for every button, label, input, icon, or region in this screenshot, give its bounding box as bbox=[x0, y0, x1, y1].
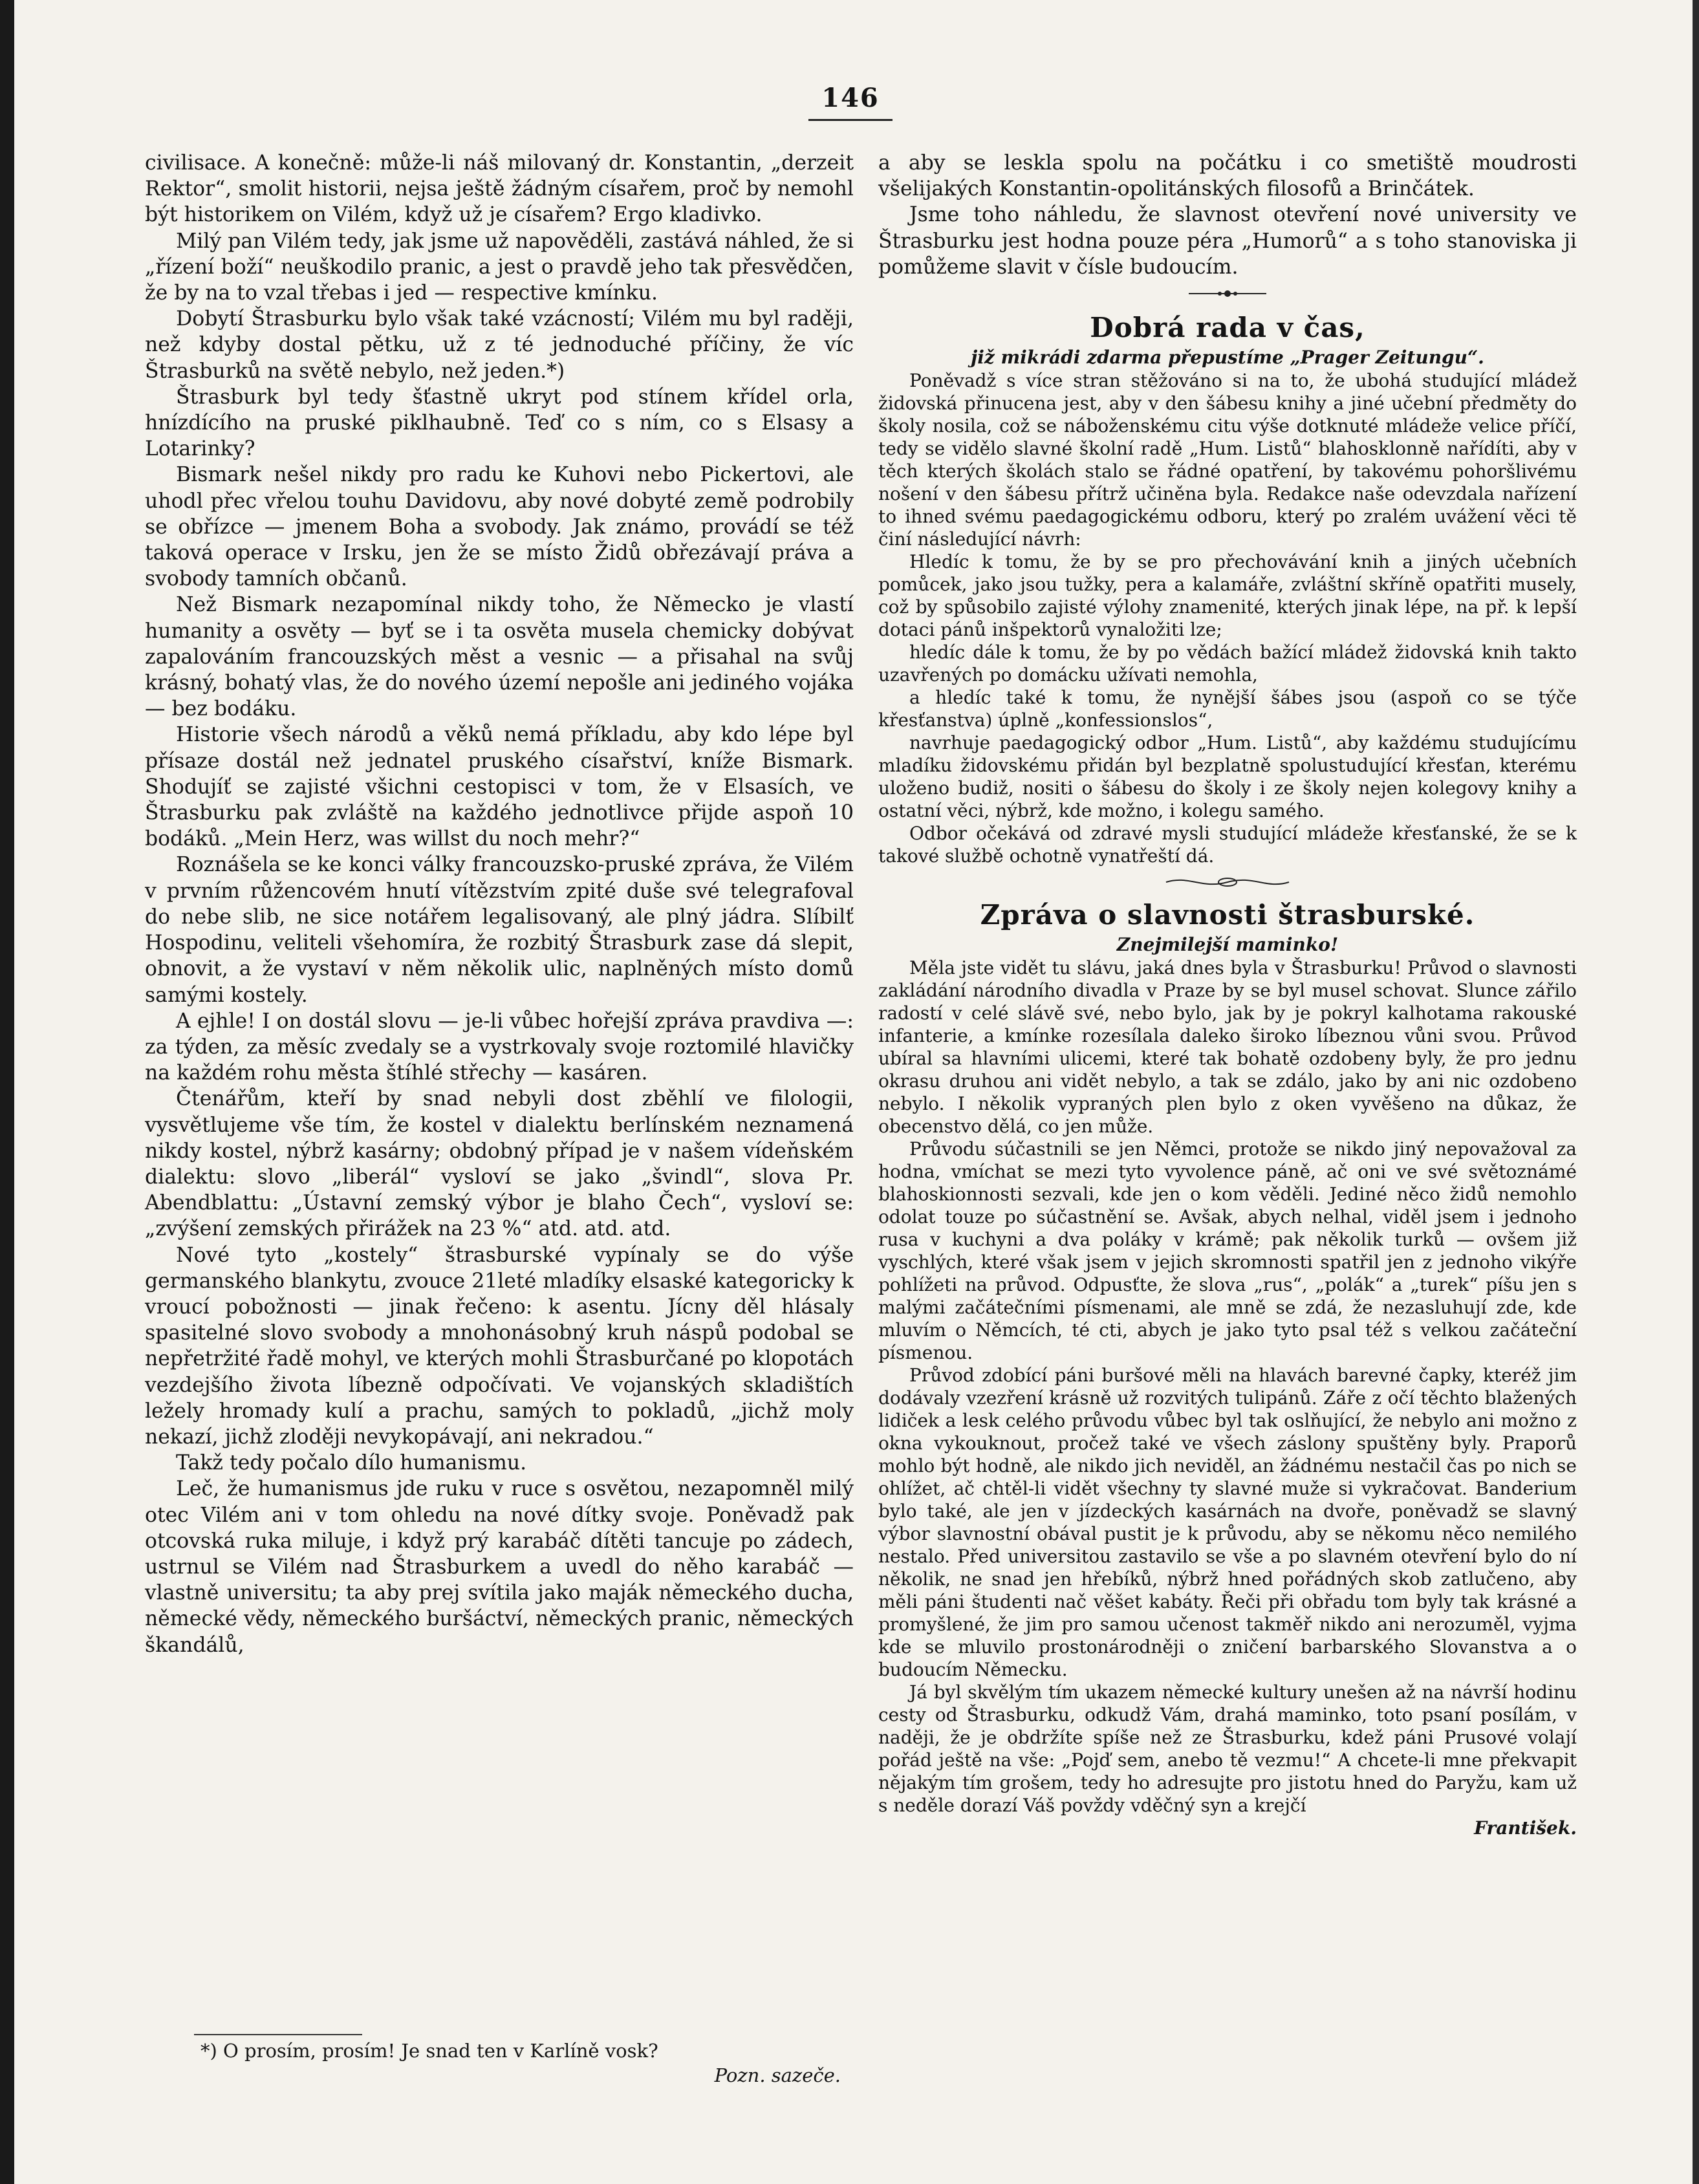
paragraph: Roznášela se ke konci války francouzsko-pruské zpráva, že Vilém v prvním růžencovém hnutí vítězstvím zpité duše své telegrafoval do nebe slib, ne sice notářem legalisovaný, ale plný jádra. Slíbilť Hospodinu, veliteli všehomíra, že rozbitý Štrasburk zase dá slepit, obnovit, a že vystaví v něm několik ulic, naplněných místo domů samými kostely. bbox=[145, 853, 854, 1007]
flourish-ornament-icon bbox=[1163, 874, 1292, 891]
right-intro bbox=[878, 150, 1577, 280]
article1-title: Dobrá rada v čas, bbox=[1090, 312, 1365, 344]
paragraph: Nové tyto „kostely“ štrasburské vypínaly se do výše germanského blankytu, zvouce 21leté mladíky elsaské kategoricky k vroucí pobožnosti — jinak řečeno: k asentu. Jícny děl hlásaly spasitelné slovo svobody a mnohonásobný kruh náspů podobal se nepřetržité řadě mohyl, ve kterých mohli Štrasburčané po klopotách vezdejšího života líbezně odpočívati. Ve vojanských skladištích ležely hromady kulí a prachu, samých to pokladů, „jichž moly nekazí, jichž zloději nevykopávají, ani nekradou.“ bbox=[145, 1243, 854, 1449]
paragraph: Jsme toho náhledu, že slavnost otevření nové university ve Štrasburku jest hodna pouze péra „Humorů“ a s toho stanoviska ji pomůžeme slavit v čísle budoucím. bbox=[878, 203, 1577, 279]
divider-ornament-icon bbox=[1189, 287, 1266, 300]
paragraph: Historie všech národů a věků nemá příkladu, aby kdo lépe byl přísaze dostál než jednatel pruského císařství, kníže Bismark. Shodujíť se zajisté všichni cestopisci v tom, že v Elsasích, ve Štrasburku pak zvláště na každého jednotlivce přijde aspoň 10 bodáků. „Mein Herz, was willst du noch mehr?“ bbox=[145, 723, 854, 851]
paragraph: hledíc dále k tomu, že by po vědách bažící mládež židovská knih takto uzavřených po domácku užívati nemohla, bbox=[878, 642, 1577, 686]
article2-body bbox=[878, 957, 1577, 1817]
paragraph: Já byl skvělým tím ukazem německé kultury unešen až na návrší hodinu cesty od Štrasburku, odkudž Vám, drahá maminko, toto psaní posílám, v naději, že je obdržíte spíše než ze Štrasburku, kdež páni Prusové volají pořád ještě na vše: „Pojď sem, anebo tě vezmu!“ A chcete-li mne překvapit nějakým tím grošem, tedy ho adresujte pro jistotu hned do Paryžu, kam už s neděle dorazí Váš povždy vděčný syn a krejčí bbox=[878, 1681, 1577, 1817]
footnote-rule bbox=[194, 2034, 362, 2035]
article2-title: Zpráva o slavnosti štrasburské. bbox=[980, 899, 1475, 931]
paragraph: Poněvadž s více stran stěžováno si na to, že ubohá studující mládež židovská přinucena jest, aby v den šábesu knihy a jiné učební předměty do školy nosila, což se náboženskému citu výše dotknuté mládeže velice příčí, tedy se vidělo slavné školní radě „Hum. Listů“ blahosklonně nařídíti, aby v těch kterých školách stalo se řádné opatření, by takovému pohoršlivému nošení v den šábesu přítrž učiněna byla. Redakce naše odevzdala nařízení to ihned svému paedagogickému odboru, který po zralém uvážení věci tě činí následující návrh: bbox=[878, 370, 1577, 550]
paragraph: navrhuje paedagogický odbor „Hum. Listů“, aby každému studujícímu mladíku židovskému přidán byl bezplatně spolustudující křesťan, kterému uloženo budiž, nositi o šábesu do školy i ze školy nejen kolegovy knihy a ostatní věci, nýbrž, kde možno, i kolegu samého. bbox=[878, 732, 1577, 822]
article2-salutation: Znejmilejší maminko! bbox=[1116, 934, 1339, 956]
paragraph: a aby se leskla spolu na počátku i co smetiště moudrosti všelijakých Konstantin-opolitánských filosofů a Brinčátek. bbox=[878, 151, 1577, 201]
paragraph: Průvod zdobící páni buršové měli na hlavách barevné čapky, kteréž jim dodávaly vzezření krásně už rozvitých tulipánů. Záře z očí těchto blažených lidiček a lesk celého průvodu vůbec byl tak oslňující, že nebylo ani možno z okna vykouknout, pročež také ve všech záslony spuštěny byly. Praporů mohlo být hodně, ale nikdo jich neviděl, an žádnému nestačil čas po nich se ohlížet, ač chtěl-li vidět všechny ty slavné muže si vykračovat. Banderium bylo také, ale jen v jízdeckých kasárnách na dvoře, poněvadž se slavný výbor slavnostní obával pustit je k průvodu, aby se někomu něco nemilého nestalo. Před universitou zastavilo se vše a po slavném otevření bylo do ní několik, ne snad jen hřebíků, nýbrž hned pořádných skob zatlučeno, aby měli páni študenti nač věšet kabáty. Řeči při obřadu tom byly tak krásné a promyšlené, že jim pro samou učenost takměř nikdo ani nerozuměl, vyjma kde se mluvilo prostonárodněji o zničení barbarského Slovanstva a o budoucím Německu. bbox=[878, 1365, 1577, 1681]
paragraph: Než Bismark nezapomínal nikdy toho, že Německo je vlastí humanity a osvěty — byť se i ta osvěta musela chemicky dobývat zapalováním francouzských měst a vesnic — a přisahal na svůj krásný, bohatý vlas, že do nového území nepošle ani jediného vojáka — bez bodáku. bbox=[145, 593, 854, 721]
paragraph: Takž tedy počalo dílo humanismu. bbox=[176, 1451, 527, 1475]
paragraph: Hledíc k tomu, že by se pro přechovávání knih a jiných učebních pomůcek, jako jsou tužky, pera a kalamáře, zvláštní skříně opatřiti musely, což by spůsobilo zajisté výlohy znamenité, kterých jinak lépe, na př. k lepší dotaci pánů inšpektorů vynaložiti lze; bbox=[878, 551, 1577, 641]
page-number-rule bbox=[808, 119, 893, 121]
paragraph: Čtenářům, kteří by snad nebyli dost zběhlí ve filologii, vysvětlujeme vše tím, že kostel v dialektu berlínském neznamená nikdy kostel, nýbrž kasárny; obdobný případ je v našem vídeňském dialektu: slovo „liberál“ vysloví se jako „švindl“, slova Pr. Abendblattu: „Ústavní zemský výbor je blaho Čech“, vysloví se: „zvýšení zemských přirážek na 23 %“ atd. atd. atd. bbox=[145, 1087, 854, 1241]
footnote-credit: Pozn. sazeče. bbox=[714, 2064, 841, 2086]
footnote bbox=[200, 2038, 841, 2088]
paragraph: Měla jste vidět tu slávu, jaká dnes byla v Štrasburku! Průvod o slavnosti zakládání národního divadla v Praze by se byl musel schovat. Slunce zářilo radostí v celé slávě své, nebo bylo, jak by je pokryl kalhotama rakouské infanterie, a kmínke rozesílala daleko široko líbeznou vůni svou. Průvod ubíral sa hlavními ulicemi, které tak bohatě ozdobeny byly, že pro jednu okrasu druhou ani vidět nebylo, a tak se zdálo, jako by ani nic ozdobeno nebylo. I několik vypraných plen bylo z oken vyvěšeno na důkaz, že obecenstvo dělá, co jen může. bbox=[878, 957, 1577, 1138]
paragraph: Průvodu súčastnili se jen Němci, protože se nikdo jiný nepovažoval za hodna, vmíchat se mezi tyto vyvolence páně, ač oni ve své světoznámé blahoskionnosti sezvali, kde jen o kom věděli. Jediné něco židů nemohlo odolat touze po súčastnění se. Avšak, abych nelhal, viděl jsem i jednoho rusa v kuchyni a dva poláky v krámě; pak několik turků — ovšem již vyschlých, které však jsem v jejich skromnosti spatřil jen z jednoho vikýře pohlížeti na průvod. Odpusťte, že slova „rus“, „polák“ a „turek“ píšu jen s malými začátečními písmenami, ale mně se zdá, že nezasluhují zde, kde mluvím o Němcích, té cti, abych je jako tyto psal též s velkou začáteční písmenou. bbox=[878, 1138, 1577, 1364]
paragraph: Bismark nešel nikdy pro radu ke Kuhovi nebo Pickertovi, ale uhodl přec vřelou touhu Davidovu, aby nové dobyté země podrobily se obřízce — jmenem Boha a svobody. Jak známo, provádí se též taková operace v Irsku, jen že se místo Židů obřezávají práva a svobody tamních občanů. bbox=[145, 463, 854, 591]
right-column bbox=[878, 150, 1577, 1839]
article1-subtitle: již mikrádi zdarma přepustíme „Prager Zeitungu“. bbox=[971, 347, 1484, 369]
paragraph: a hledíc také k tomu, že nynější šábes jsou (aspoň co se týče křesťanstva) úplně „konfessionslos“, bbox=[878, 687, 1577, 731]
paragraph: Dobytí Štrasburku bylo však také vzácností; Vilém mu byl raději, než kdyby dostal pětku, už z té jednoduché příčiny, že víc Štrasburků na světě nebylo, než jeden.*) bbox=[145, 307, 854, 383]
article1-body bbox=[878, 369, 1577, 867]
paragraph: A ejhle! I on dostál slovu — je-li vůbec hořejší zpráva pravdiva —: za týden, za měsíc zvedaly se a vystrkovaly svoje roztomilé hlavičky na každém rohu města štíhlé střechy — kasáren. bbox=[145, 1009, 854, 1085]
paragraph: Štrasburk byl tedy šťastně ukryt pod stínem křídel orla, hnízdícího na pruské piklhaubně. Teď co s ním, co s Elsasy a Lotarinky? bbox=[145, 385, 854, 461]
left-column bbox=[145, 150, 854, 1658]
paragraph: Milý pan Vilém tedy, jak jsme už napověděli, zastává náhled, že si „řízení boží“ neuškodilo pranic, a jest o pravdě jeho tak přesvědčen, že by na to vzal třebas i jed — respective kmínku. bbox=[145, 229, 854, 305]
page-number: 146 bbox=[821, 83, 880, 113]
article2-signature: František. bbox=[1474, 1817, 1577, 1839]
ornament-divider bbox=[878, 867, 1577, 897]
footnote-text: *) O prosím, prosím! Je snad ten v Karlíně vosk? bbox=[200, 2040, 658, 2062]
section-divider bbox=[878, 280, 1577, 310]
paragraph: civilisace. A konečně: může-li náš milovaný dr. Konstantin, „derzeit Rektor“, smolit historii, nejsa ještě žádným císařem, proč by nemohl být historikem on Vilém, když už je císařem? Ergo kladivko. bbox=[145, 151, 854, 227]
paragraph: Leč, že humanismus jde ruku v ruce s osvětou, nezapomněl milý otec Vilém ani v tom ohledu na nové dítky svoje. Poněvadž pak otcovská ruka miluje, i když prý karabáč dítěti tancuje po zádech, ustrnul se Vilém nad Štrasburkem a uvedl do něho karabáč — vlastně universitu; ta aby prej svítila jako maják německého ducha, německé vědy, německého buršáctví, německých pranic, německých škandálů, bbox=[145, 1477, 854, 1657]
paragraph: Odbor očekává od zdravé mysli studující mládeže křesťanské, že se k takové službě ochotně vynatřeští dá. bbox=[878, 823, 1577, 867]
